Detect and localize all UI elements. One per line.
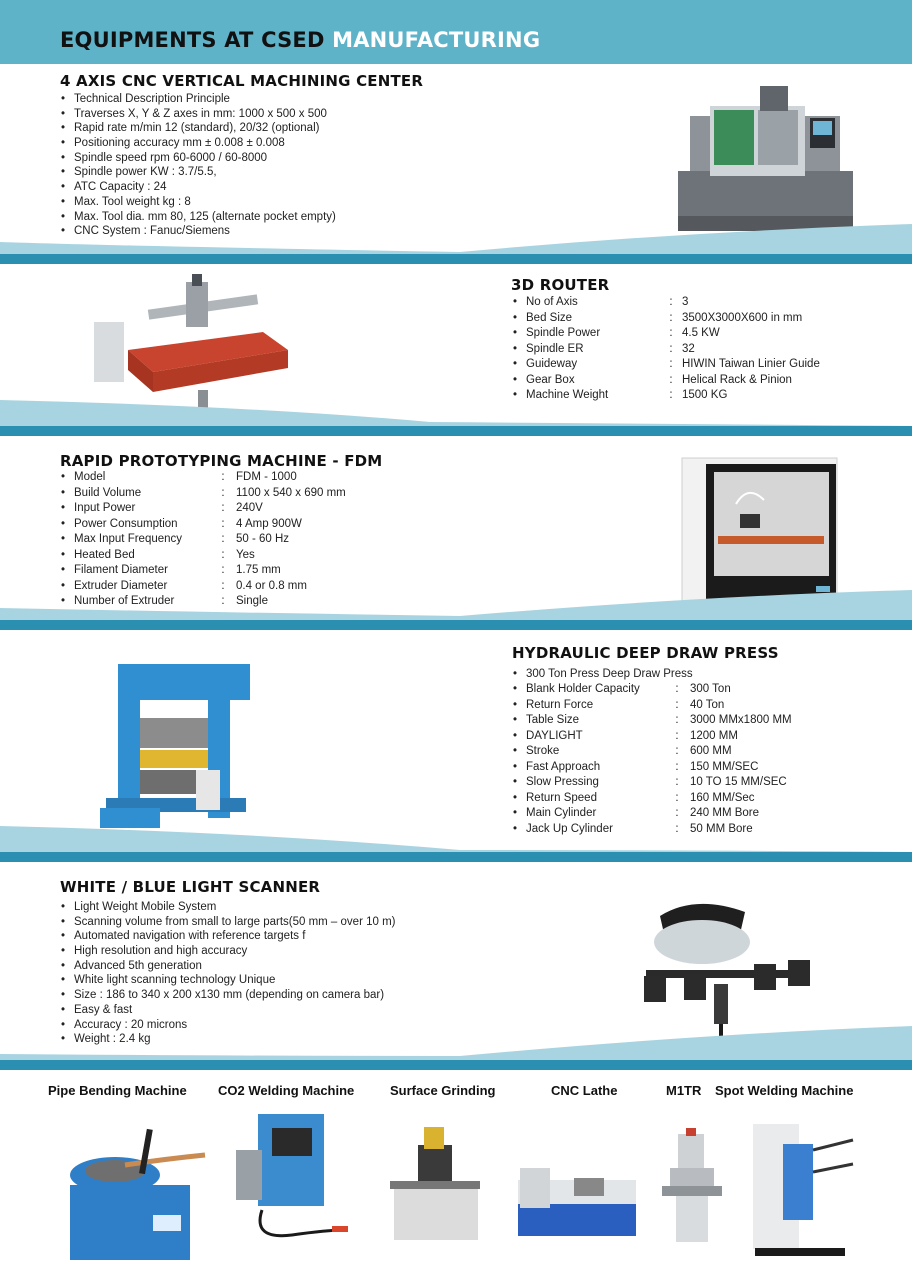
spec-row <box>512 729 792 745</box>
spec-colon: : <box>669 358 673 370</box>
spec-colon: : <box>221 595 225 607</box>
spec-row <box>512 713 792 729</box>
cnc-machine-image <box>670 76 860 236</box>
list-item: • Weight : 2.4 kg <box>60 1032 395 1047</box>
spec-row <box>512 806 792 822</box>
spec-colon: : <box>221 564 225 576</box>
page-title: EQUIPMENTS AT CSED MANUFACTURING <box>60 28 541 52</box>
spec-value: 1100 x 540 x 690 mm <box>236 486 346 499</box>
spec-row <box>512 682 792 698</box>
spec-row <box>512 698 792 714</box>
spec-colon: : <box>675 729 679 742</box>
list-item: • Rapid rate m/min 12 (standard), 20/32 (optional) <box>60 121 336 136</box>
spec-label: • No of Axis <box>512 295 660 311</box>
spec-value: FDM - 1000 <box>236 471 297 483</box>
spec-value: 240 MM Bore <box>690 807 760 819</box>
press-intro: • 300 Ton Press Deep Draw Press <box>512 667 693 682</box>
press-section <box>0 632 912 866</box>
spec-label: • Gear Box <box>512 373 660 389</box>
spec-label: • Return Speed <box>512 791 664 807</box>
caption-cnc-lathe: CNC Lathe <box>551 1083 618 1098</box>
press-intro-list <box>512 667 693 682</box>
caption-pipe-bending: Pipe Bending Machine <box>48 1083 187 1098</box>
spec-row <box>512 760 792 776</box>
scanner-divider-band <box>0 1026 912 1072</box>
spec-label: • Input Power <box>60 501 210 517</box>
spec-row <box>512 357 820 373</box>
spec-colon: : <box>675 698 679 711</box>
spec-value: 3000 MMx1800 MM <box>690 714 792 726</box>
press-title: HYDRAULIC DEEP DRAW PRESS <box>512 644 779 662</box>
caption-spot-welding: Spot Welding Machine <box>715 1083 854 1098</box>
spec-colon: : <box>221 533 225 545</box>
spec-colon: : <box>675 714 679 726</box>
spec-row <box>60 563 346 579</box>
spec-colon: : <box>675 760 679 773</box>
cnc-section <box>0 64 912 268</box>
spec-value: 0.4 or 0.8 mm <box>236 579 307 592</box>
list-item: • Accuracy : 20 microns <box>60 1018 395 1033</box>
spec-label: • Main Cylinder <box>512 806 664 822</box>
scanner-spec-list <box>60 900 395 1047</box>
spec-label: • Slow Pressing <box>512 775 664 791</box>
spec-value: 4.5 KW <box>682 327 720 339</box>
spec-label: • Heated Bed <box>60 548 210 564</box>
spec-label: • Bed Size <box>512 311 660 327</box>
spec-value: 1200 MM <box>690 729 738 742</box>
spec-colon: : <box>221 548 225 561</box>
list-item: • Automated navigation with reference targets f <box>60 929 395 944</box>
spec-value: 50 MM Bore <box>690 822 753 835</box>
spec-value: HIWIN Taiwan Linier Guide <box>682 358 820 370</box>
pipe-bending-image <box>55 1125 215 1265</box>
list-item: • Size : 186 to 340 x 200 x130 mm (depending on camera bar) <box>60 988 395 1003</box>
spec-value: 50 - 60 Hz <box>236 533 290 545</box>
caption-co2-welding: CO2 Welding Machine <box>218 1083 355 1098</box>
surface-grinding-image <box>388 1125 483 1245</box>
spec-label: • Spindle Power <box>512 326 660 342</box>
spec-label: • Filament Diameter <box>60 563 210 579</box>
caption-surface-grinding: Surface Grinding <box>390 1083 496 1098</box>
scanner-title: WHITE / BLUE LIGHT SCANNER <box>60 878 321 896</box>
list-item: • Traverses X, Y & Z axes in mm: 1000 x 500 x 500 <box>60 107 336 122</box>
list-item: • Scanning volume from small to large parts(50 mm – over 10 m) <box>60 915 395 930</box>
router-divider-band <box>0 396 912 440</box>
spec-value: 1500 KG <box>682 389 728 401</box>
spec-row <box>512 373 820 389</box>
spec-colon: : <box>675 683 679 695</box>
spec-value: Single <box>236 595 268 607</box>
spec-label: • Fast Approach <box>512 760 664 776</box>
spec-value: Helical Rack & Pinion <box>682 373 792 386</box>
spec-label: • Blank Holder Capacity <box>512 682 664 698</box>
spec-label: • Table Size <box>512 713 664 729</box>
list-item: • CNC System : Fanuc/Siemens <box>60 224 336 239</box>
list-item: • Advanced 5th generation <box>60 959 395 974</box>
spec-colon: : <box>675 791 679 804</box>
spec-row <box>60 532 346 548</box>
spec-row <box>512 295 820 311</box>
cnc-title: 4 AXIS CNC VERTICAL MACHINING CENTER <box>60 72 424 90</box>
spec-colon: : <box>669 342 673 355</box>
spec-value: 160 MM/Sec <box>690 791 755 804</box>
spec-row <box>512 775 792 791</box>
spec-row <box>512 326 820 342</box>
spec-value: 3 <box>682 296 689 308</box>
m1tr-mill-image <box>660 1128 725 1248</box>
press-spec-table <box>512 682 792 837</box>
fdm-section <box>0 440 912 632</box>
spec-colon: : <box>669 373 673 386</box>
spec-value: Yes <box>236 548 255 561</box>
spec-colon: : <box>669 389 673 401</box>
caption-m1tr: M1TR <box>666 1083 702 1098</box>
fdm-spec-table <box>60 470 346 610</box>
list-item: • Light Weight Mobile System <box>60 900 395 915</box>
list-item: • ATC Capacity : 24 <box>60 180 336 195</box>
spec-row <box>60 501 346 517</box>
spec-colon: : <box>221 517 225 530</box>
spec-label: • Model <box>60 470 210 486</box>
router-section <box>0 268 912 440</box>
scanner-section <box>0 866 912 1078</box>
spot-welding-image <box>745 1120 860 1260</box>
spec-colon: : <box>675 776 679 788</box>
spec-colon: : <box>675 745 679 757</box>
fdm-divider-band <box>0 590 912 632</box>
spec-colon: : <box>675 807 679 819</box>
spec-value: 150 MM/SEC <box>690 760 759 773</box>
press-divider-band <box>0 822 912 866</box>
spec-label: • Stroke <box>512 744 664 760</box>
spec-value: 4 Amp 900W <box>236 517 302 530</box>
co2-welding-image <box>232 1110 357 1250</box>
list-item: • White light scanning technology Unique <box>60 973 395 988</box>
list-item: • Spindle speed rpm 60-6000 / 60-8000 <box>60 151 336 166</box>
spec-row <box>60 470 346 486</box>
spec-row <box>512 744 792 760</box>
cnc-lathe-image <box>514 1160 639 1245</box>
spec-label: • Build Volume <box>60 486 210 502</box>
router-title: 3D ROUTER <box>511 276 610 294</box>
spec-value: 600 MM <box>690 745 732 757</box>
list-item: • Spindle power KW : 3.7/5.5, <box>60 165 336 180</box>
spec-value: 1.75 mm <box>236 564 281 576</box>
list-item: • Technical Description Principle <box>60 92 336 107</box>
press-machine-image <box>96 658 256 833</box>
spec-row <box>512 342 820 358</box>
spec-row <box>512 311 820 327</box>
spec-label: • Number of Extruder <box>60 594 210 610</box>
spec-colon: : <box>669 311 673 324</box>
page-header <box>0 0 912 64</box>
list-item: • Max. Tool weight kg : 8 <box>60 195 336 210</box>
list-item: • High resolution and high accuracy <box>60 944 395 959</box>
spec-value: 300 Ton <box>690 683 731 695</box>
spec-row <box>60 517 346 533</box>
spec-colon: : <box>669 296 673 308</box>
spec-label: • Return Force <box>512 698 664 714</box>
list-item: • Positioning accuracy mm ± 0.008 ± 0.008 <box>60 136 336 151</box>
list-item: • Easy & fast <box>60 1003 395 1018</box>
spec-value: 240V <box>236 502 263 514</box>
spec-value: 40 Ton <box>690 698 725 711</box>
spec-row <box>60 548 346 564</box>
spec-colon: : <box>221 579 225 592</box>
spec-row <box>512 791 792 807</box>
list-item: • Max. Tool dia. mm 80, 125 (alternate pocket empty) <box>60 210 336 225</box>
spec-value: 3500X3000X600 in mm <box>682 311 803 324</box>
spec-value: 10 TO 15 MM/SEC <box>690 776 787 788</box>
spec-label: • Machine Weight <box>512 388 660 404</box>
spec-label: • DAYLIGHT <box>512 729 664 745</box>
spec-colon: : <box>669 327 673 339</box>
spec-label: • Guideway <box>512 357 660 373</box>
cnc-spec-list <box>60 92 336 239</box>
spec-label: • Jack Up Cylinder <box>512 822 664 838</box>
spec-colon: : <box>221 502 225 514</box>
fdm-title: RAPID PROTOTYPING MACHINE - FDM <box>60 452 383 470</box>
spec-label: • Max Input Frequency <box>60 532 210 548</box>
cnc-divider-band <box>0 224 912 268</box>
spec-row <box>60 486 346 502</box>
spec-label: • Spindle ER <box>512 342 660 358</box>
spec-label: • Power Consumption <box>60 517 210 533</box>
spec-colon: : <box>221 471 225 483</box>
spec-colon: : <box>221 486 225 499</box>
router-spec-table <box>512 295 820 404</box>
spec-label: • Extruder Diameter <box>60 579 210 595</box>
spec-value: 32 <box>682 342 695 355</box>
spec-colon: : <box>675 822 679 835</box>
